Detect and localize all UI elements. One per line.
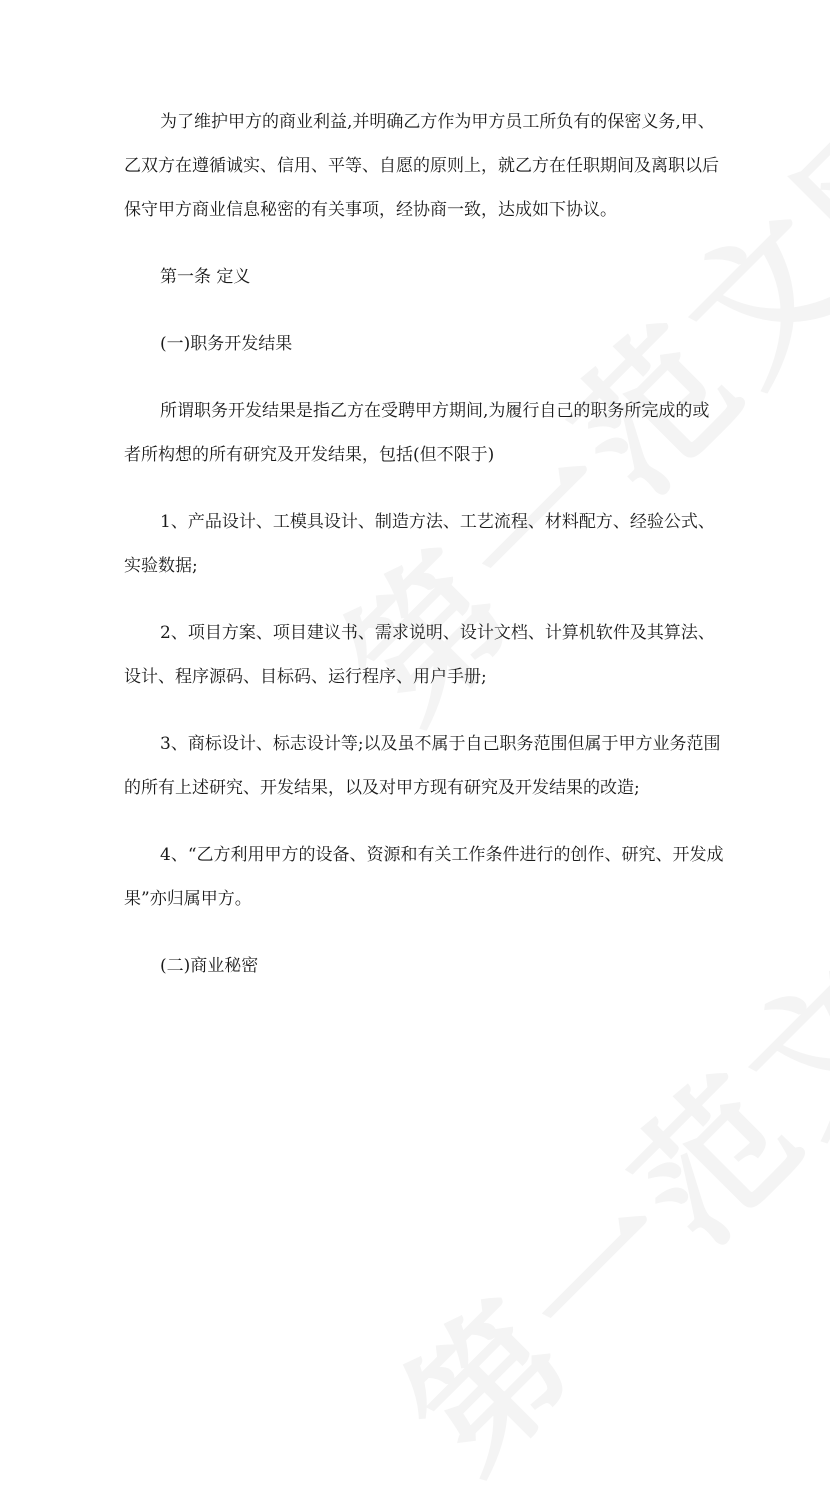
document-body — [124, 100, 724, 1011]
paragraph-definition: 所谓职务开发结果是指乙方在受聘甲方期间,为履行自己的职务所完成的或者所构想的所有研究及开发结果，包括(但不限于) — [124, 401, 710, 465]
section-heading-trade-secrets: (二)商业秘密 — [160, 956, 259, 976]
list-item-3: 3、商标设计、标志设计等;以及虽不属于自己职务范围但属于甲方业务范围的所有上述研究、开发结果，以及对甲方现有研究及开发结果的改造; — [124, 734, 721, 798]
section-heading-work-results: (一)职务开发结果 — [160, 334, 293, 354]
list-item-1: 1、产品设计、工模具设计、制造方法、工艺流程、材料配方、经验公式、实验数据; — [124, 512, 715, 576]
list-item-4: 4、“乙方利用甲方的设备、资源和有关工作条件进行的创作、研究、开发成果”亦归属甲方。 — [124, 845, 724, 909]
article-heading: 第一条 定义 — [160, 267, 251, 287]
paragraph-intro: 为了维护甲方的商业利益,并明确乙方作为甲方员工所负有的保密义务,甲、乙双方在遵循诚实、信用、平等、自愿的原则上，就乙方在任职期间及离职以后保守甲方商业信息秘密的有关事项，经协商一致，达成如下协议。 — [124, 112, 719, 220]
list-item-2: 2、项目方案、项目建议书、需求说明、设计文档、计算机软件及其算法、设计、程序源码、目标码、运行程序、用户手册; — [124, 623, 715, 687]
